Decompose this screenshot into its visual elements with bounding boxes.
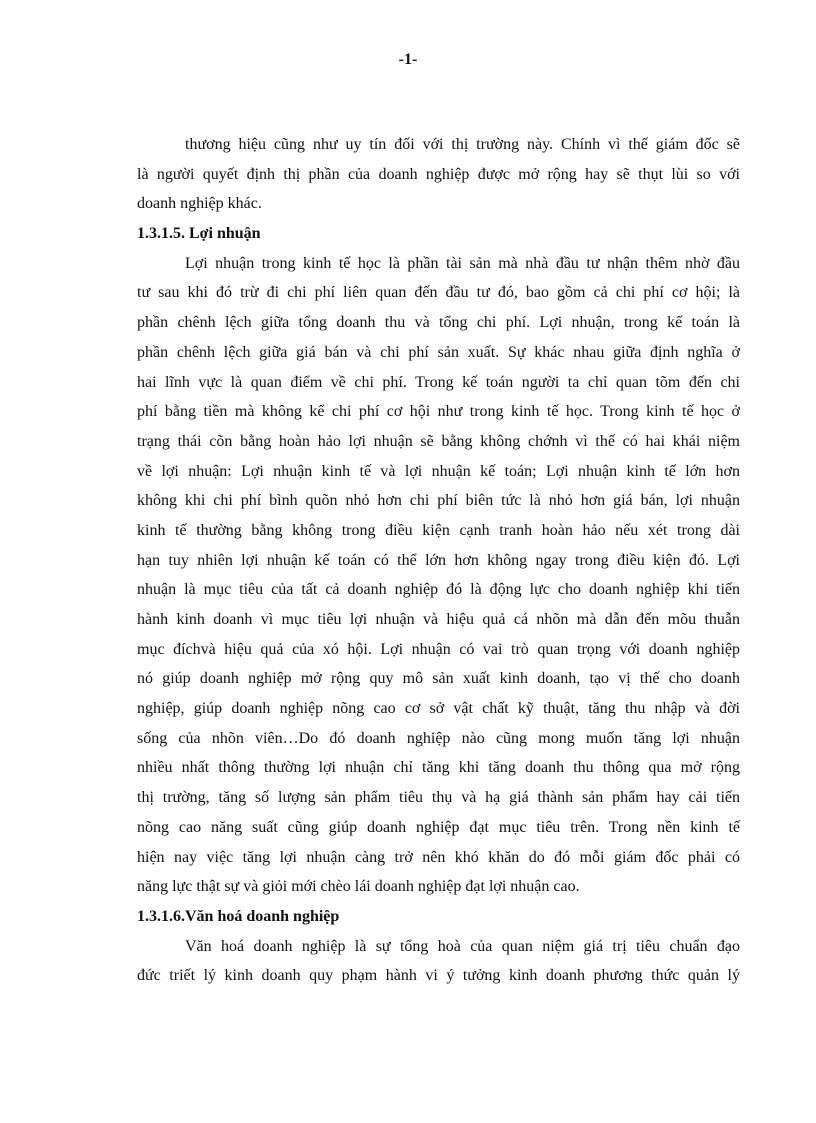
paragraph-line: mục đíchvà hiệu quả của xó hội. Lợi nhuận có vai trò quan trọng với doanh nghiệp	[137, 640, 740, 658]
paragraph-loi-nhuan	[137, 249, 740, 902]
paragraph-line: năng lực thật sự và giỏi mới chèo lái doanh nghiệp đạt lợi nhuận cao.	[137, 878, 580, 896]
paragraph-line: Lợi nhuận trong kinh tế học là phần tài sản mà nhà đầu tư nhận thêm nhờ đầu	[185, 254, 740, 272]
paragraph-line: phí bằng tiền mà không kể chi phí cơ hội như trong kinh tế học. Trong kinh tế học ở	[137, 403, 740, 421]
paragraph-line: kinh tế thường bằng không trong điều kiện cạnh tranh hoàn hảo nếu xét trong dài	[137, 521, 740, 539]
paragraph-line: nhuận là mục tiêu của tất cả doanh nghiệp đó là động lực cho doanh nghiệp khi tiến	[137, 581, 740, 599]
paragraph-line: nõng cao năng suất cũng giúp doanh nghiệp đạt mục tiêu trên. Trong nền kinh tế	[137, 818, 740, 836]
paragraph-line: phần chênh lệch giữa tổng doanh thu và tổng chi phí. Lợi nhuận, trong kế toán là	[137, 314, 740, 332]
section-heading-loi-nhuan: 1.3.1.5. Lợi nhuận	[137, 225, 261, 243]
section-heading-van-hoa: 1.3.1.6.Văn hoá doanh nghiệp	[137, 907, 340, 925]
paragraph-line: không khi chi phí bình quõn nhỏ hơn chi phí biên tức là nhỏ hơn giá bán, lợi nhuận	[137, 492, 740, 510]
paragraph-line: thị trường, tăng số lượng sản phẩm tiêu thụ và hạ giá thành sản phẩm hay cải tiến	[137, 789, 740, 807]
paragraph-line: phần chênh lệch giữa giá bán và chi phí sản xuất. Sự khác nhau giữa định nghĩa ở	[137, 343, 740, 361]
paragraph-line: thương hiệu cũng như uy tín đối với thị trường này. Chính vì thế giám đốc sẽ	[185, 136, 740, 153]
paragraph-line: đức triết lý kinh doanh quy phạm hành vi ý tưởng kinh doanh phương thức quản lý	[137, 967, 740, 985]
paragraph-line: nhiều nhất thông thường lợi nhuận chỉ tăng khi tăng doanh thu thông qua mở rộng	[137, 759, 740, 777]
paragraph-line: sống của nhõn viên…Do đó doanh nghiệp nào cũng mong muốn tăng lợi nhuận	[137, 729, 740, 747]
paragraph-line: nghiệp, giúp doanh nghiệp nõng cao cơ sở vật chất kỹ thuật, tăng thu nhập và đời	[137, 700, 740, 718]
paragraph-line: hiện nay việc tăng lợi nhuận càng trở nên khó khăn do đó mỗi giám đốc phải có	[137, 848, 740, 866]
document-body	[137, 130, 740, 991]
paragraph-line: hành kinh doanh vì mục tiêu lợi nhuận và hiệu quả cá nhõn mà dẫn đến mõu thuẫn	[137, 611, 740, 628]
paragraph-intro	[137, 130, 740, 219]
paragraph-line: là người quyết định thị phần của doanh nghiệp được mở rộng hay sẽ thụt lùi so với	[137, 165, 740, 183]
paragraph-line: hạn tuy nhiên lợi nhuận kế toán có thể lớn hơn không ngay trong điều kiện đó. Lợi	[137, 551, 740, 569]
paragraph-line: tư sau khi đó trừ đi chi phí liên quan đến đầu tư đó, bao gồm cả chi phí cơ hội; là	[137, 284, 740, 302]
paragraph-line: về lợi nhuận: Lợi nhuận kinh tế và lợi nhuận kế toán; Lợi nhuận kinh tế lớn hơn	[137, 462, 740, 480]
paragraph-line: hai lĩnh vực là quan điểm về chi phí. Trong kế toán người ta chỉ quan tõm đến chi	[137, 373, 740, 391]
paragraph-line: Văn hoá doanh nghiệp là sự tổng hoà của quan niệm giá trị tiêu chuẩn đạo	[185, 937, 740, 955]
paragraph-line: doanh nghiệp khác.	[137, 195, 262, 213]
page-number: -1-	[398, 51, 418, 68]
paragraph-van-hoa	[137, 932, 740, 991]
paragraph-line: trạng thái cõn bằng hoàn hảo lợi nhuận sẽ bằng không chớnh vì thế có hai khái niệm	[137, 432, 740, 450]
paragraph-line: nó giúp doanh nghiệp mở rộng quy mô sản xuất kinh doanh, tạo vị thế cho doanh	[137, 670, 740, 688]
